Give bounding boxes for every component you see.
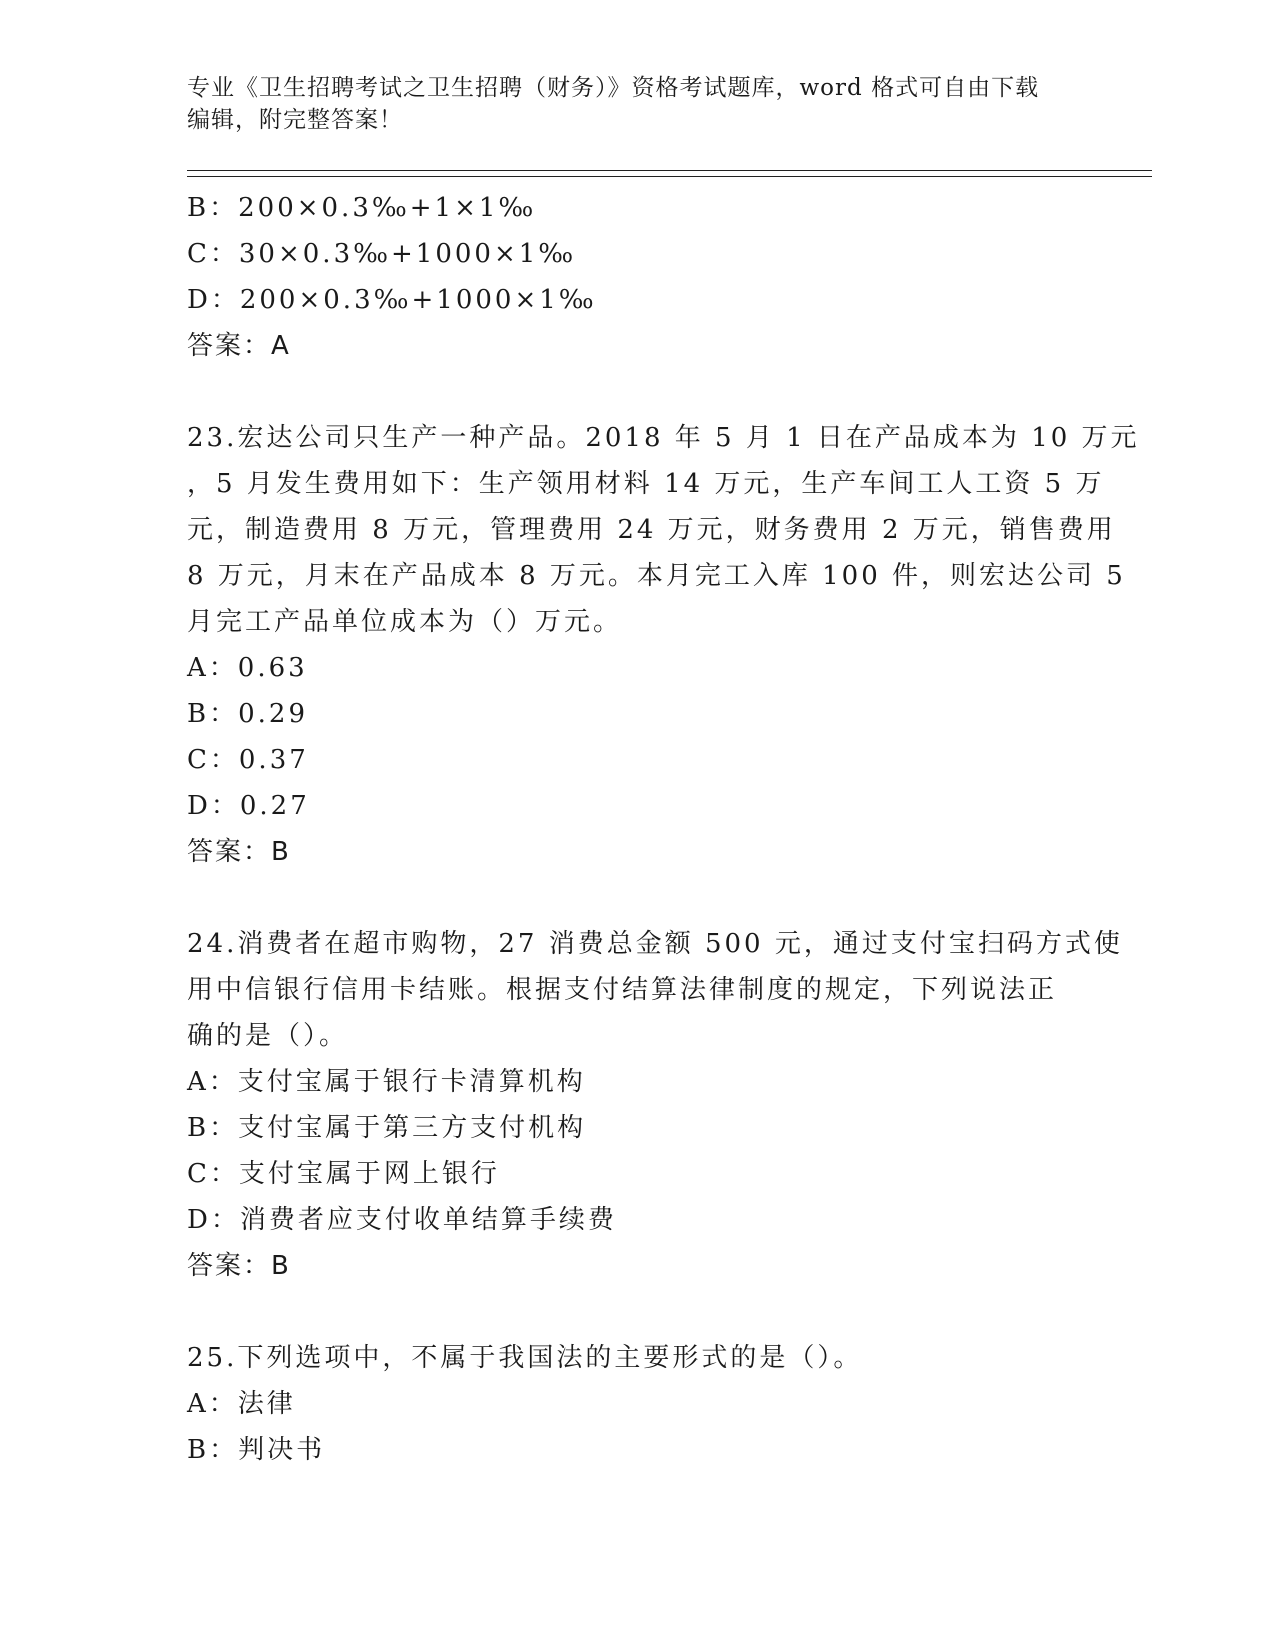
option-b: B：支付宝属于第三方支付机构 — [187, 1113, 587, 1143]
option-c: C：30×0.3‰+1000×1‰ — [187, 239, 577, 269]
question-stem-line: 23.宏达公司只生产一种产品。2018 年 5 月 1 日在产品成本为 10 万元 — [187, 423, 1140, 453]
answer-line: 答案：A — [187, 331, 291, 361]
option-a: A：0.63 — [187, 653, 308, 683]
question-list — [187, 185, 1140, 1473]
option-d: D：200×0.3‰+1000×1‰ — [187, 285, 597, 315]
question-22-continued — [187, 185, 1087, 369]
option-b: B：0.29 — [187, 699, 308, 729]
question-stem-line: 用中信银行信用卡结账。根据支付结算法律制度的规定，下列说法正 — [187, 975, 1058, 1005]
option-b: B：判决书 — [187, 1435, 326, 1465]
answer-line: 答案：B — [187, 1251, 291, 1281]
question-23 — [187, 415, 1140, 875]
question-stem-line: 25.下列选项中，不属于我国法的主要形式的是（）。 — [187, 1343, 863, 1373]
option-a: A：支付宝属于银行卡清算机构 — [187, 1067, 586, 1097]
question-stem-line: 元，制造费用 8 万元，管理费用 24 万元，财务费用 2 万元，销售费用 — [187, 515, 1116, 545]
question-stem-line: ，5 月发生费用如下：生产领用材料 14 万元，生产车间工人工资 5 万 — [187, 469, 1105, 499]
spacer — [187, 369, 1087, 415]
option-d: D：消费者应支付收单结算手续费 — [187, 1205, 617, 1235]
header-line-1: 专业《卫生招聘考试之卫生招聘（财务）》资格考试题库，word 格式可自由下载 — [187, 75, 1040, 101]
option-d: D：0.27 — [187, 791, 310, 821]
option-b: B：200×0.3‰+1×1‰ — [187, 193, 537, 223]
answer-line: 答案：B — [187, 837, 291, 867]
question-24 — [187, 921, 1123, 1289]
header-line-2: 编辑，附完整答案！ — [187, 107, 403, 133]
question-stem-line: 8 万元，月末在产品成本 8 万元。本月完工入库 100 件，则宏达公司 5 — [187, 561, 1126, 591]
question-stem-line: 月完工产品单位成本为（）万元。 — [187, 607, 623, 637]
document-header — [187, 72, 1087, 136]
question-stem-line: 24.消费者在超市购物，27 消费总金额 500 元，通过支付宝扫码方式使 — [187, 929, 1123, 959]
option-a: A：法律 — [187, 1389, 296, 1419]
question-stem-line: 确的是（）。 — [187, 1021, 349, 1051]
option-c: C：0.37 — [187, 745, 309, 775]
spacer — [187, 1289, 1087, 1335]
header-divider-bottom — [187, 176, 1152, 177]
header-divider-top — [187, 170, 1152, 171]
spacer — [187, 875, 1087, 921]
question-25 — [187, 1335, 1087, 1473]
option-c: C：支付宝属于网上银行 — [187, 1159, 500, 1189]
